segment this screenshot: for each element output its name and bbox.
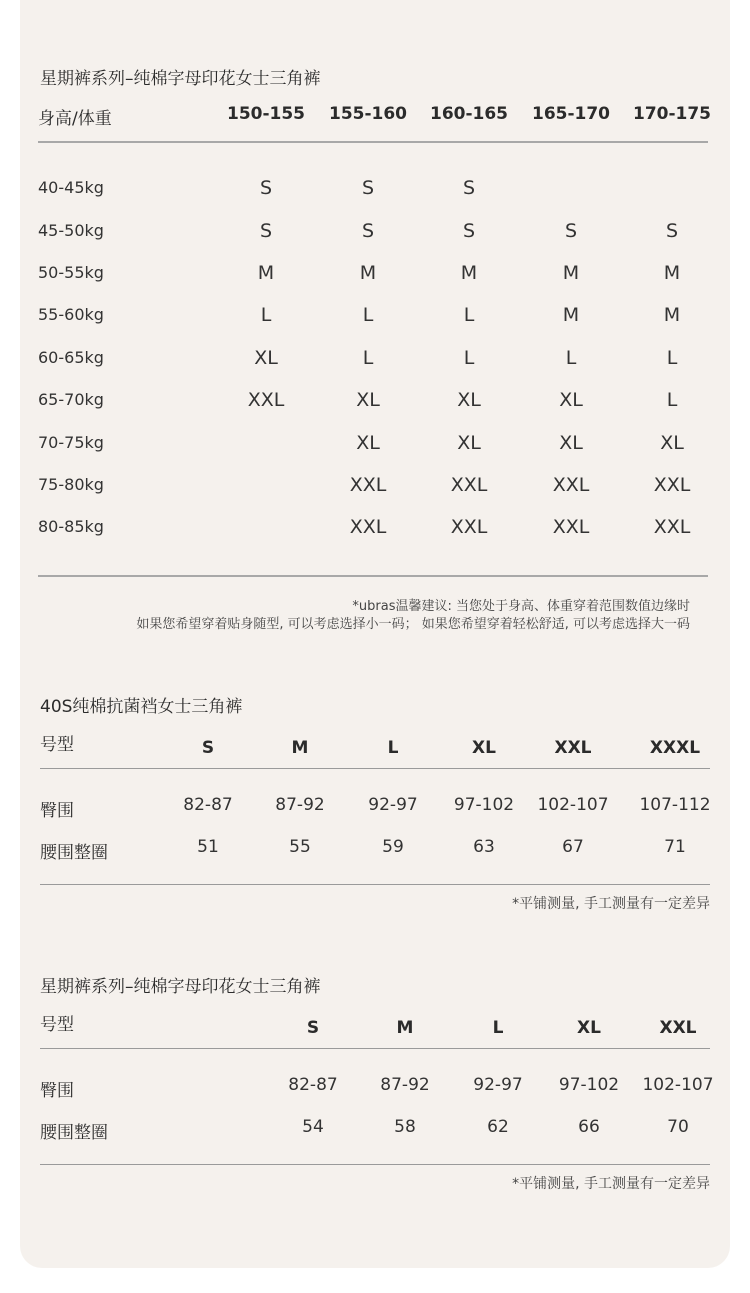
section2-col-header: L (387, 738, 399, 758)
section3-table-cell: 87-92 (380, 1075, 430, 1095)
section1-row-label: 75-80kg (38, 475, 104, 494)
section3-row-label: 腰围整圈 (40, 1123, 108, 1143)
section2-table-cell: 55 (289, 837, 311, 857)
section2-table-cell: 71 (664, 837, 686, 857)
section2-title: 40S纯棉抗菌裆女士三角裤 (40, 697, 243, 717)
section1-note-line2: 如果您希望穿着贴身随型, 可以考虑选择小一码； 如果您希望穿着轻松舒适, 可以考虑选择大一码 (136, 617, 690, 632)
section3-table-cell: 66 (578, 1117, 600, 1137)
section1-col-header: 150-155 (226, 104, 306, 124)
section1-table-cell: XL (254, 347, 278, 369)
section3-table-cell: 82-87 (288, 1075, 338, 1095)
section3-col-header: XXL (659, 1018, 697, 1038)
section3-col-header: S (306, 1018, 320, 1038)
section1-row-label: 55-60kg (38, 305, 104, 324)
section1-table-cell: S (361, 220, 375, 242)
section1-row-label: 50-55kg (38, 263, 104, 282)
section1-header-divider (38, 141, 708, 143)
section3-table-cell: 54 (302, 1117, 324, 1137)
section1-table-cell: M (562, 304, 580, 326)
section2-note: *平铺测量, 手工测量有一定差异 (512, 896, 710, 912)
section1-table-cell: XXL (653, 474, 691, 496)
section2-header-divider (40, 768, 710, 769)
section1-table-cell: L (260, 304, 272, 326)
section1-table-cell: M (663, 262, 681, 284)
section1-table-cell: S (462, 177, 476, 199)
section1-col-header: 155-160 (328, 104, 408, 124)
section2-table-cell: 63 (473, 837, 495, 857)
section1-table-cell: M (257, 262, 275, 284)
section1-table-cell: XXL (450, 516, 488, 538)
section3-table-cell: 62 (487, 1117, 509, 1137)
section1-footer-divider (38, 575, 708, 577)
section2-table-cell: 67 (562, 837, 584, 857)
section1-table-cell: M (663, 304, 681, 326)
section1-row-label: 70-75kg (38, 433, 104, 452)
section2-table-cell: 102-107 (537, 795, 609, 815)
section1-table-cell: M (460, 262, 478, 284)
section3-corner-label: 号型 (40, 1015, 74, 1035)
section1-table-cell: S (259, 177, 273, 199)
section2-table-cell: 92-97 (368, 795, 418, 815)
section1-table-cell: L (666, 389, 678, 411)
section1-table-cell: S (361, 177, 375, 199)
section2-col-header: M (291, 738, 309, 758)
section1-table-cell: XL (559, 389, 583, 411)
section1-table-cell: S (665, 220, 679, 242)
section3-table-cell: 58 (394, 1117, 416, 1137)
section3-col-header: L (492, 1018, 504, 1038)
section1-table-cell: L (463, 347, 475, 369)
section3-table-cell: 97-102 (558, 1075, 620, 1095)
section2-col-header: XXXL (649, 738, 701, 758)
section1-table-cell: XL (660, 432, 684, 454)
section1-col-header: 165-170 (531, 104, 611, 124)
section1-row-label: 65-70kg (38, 390, 104, 409)
section2-row-label: 腰围整圈 (40, 843, 108, 863)
section1-table-cell: XL (356, 389, 380, 411)
section1-col-header: 170-175 (632, 104, 712, 124)
section3-note: *平铺测量, 手工测量有一定差异 (512, 1176, 710, 1192)
section1-row-label: 80-85kg (38, 517, 104, 536)
section2-footer-divider (40, 884, 710, 885)
section2-table-cell: 82-87 (183, 795, 233, 815)
section1-row-label: 45-50kg (38, 221, 104, 240)
section3-table-cell: 92-97 (473, 1075, 523, 1095)
section1-table-cell: XL (356, 432, 380, 454)
section1-row-label: 60-65kg (38, 348, 104, 367)
section1-row-label: 40-45kg (38, 178, 104, 197)
section2-table-cell: 97-102 (453, 795, 515, 815)
section1-table-cell: XXL (247, 389, 285, 411)
section1-table-cell: XXL (349, 474, 387, 496)
section1-table-cell: L (666, 347, 678, 369)
section1-table-cell: L (362, 304, 374, 326)
section2-table-cell: 51 (197, 837, 219, 857)
section2-row-label: 臀围 (40, 801, 74, 821)
section3-col-header: XL (577, 1018, 601, 1038)
section2-corner-label: 号型 (40, 735, 74, 755)
section1-title: 星期裤系列–纯棉字母印花女士三角裤 (40, 69, 321, 89)
section1-table-cell: L (362, 347, 374, 369)
section1-table-cell: XL (457, 389, 481, 411)
section3-col-header: M (396, 1018, 414, 1038)
section1-table-cell: M (359, 262, 377, 284)
section1-table-cell: M (562, 262, 580, 284)
section2-col-header: S (201, 738, 215, 758)
section1-table-cell: XL (559, 432, 583, 454)
section2-table-cell: 59 (382, 837, 404, 857)
section3-footer-divider (40, 1164, 710, 1165)
section1-table-cell: XXL (450, 474, 488, 496)
section1-table-cell: L (565, 347, 577, 369)
section1-table-cell: XL (457, 432, 481, 454)
section1-table-cell: XXL (653, 516, 691, 538)
section1-corner-label: 身高/体重 (38, 109, 112, 129)
section1-table-cell: XXL (552, 474, 590, 496)
section2-table-cell: 87-92 (275, 795, 325, 815)
section1-table-cell: S (259, 220, 273, 242)
section2-col-header: XL (472, 738, 496, 758)
section3-table-cell: 70 (667, 1117, 689, 1137)
section3-table-cell: 102-107 (642, 1075, 714, 1095)
section3-row-label: 臀围 (40, 1081, 74, 1101)
section1-note-line1: *ubras温馨建议: 当您处于身高、体重穿着范围数值边缘时 (352, 599, 690, 614)
section1-col-header: 160-165 (429, 104, 509, 124)
section3-header-divider (40, 1048, 710, 1049)
section1-table-cell: S (564, 220, 578, 242)
section2-table-cell: 107-112 (639, 795, 711, 815)
section1-table-cell: S (462, 220, 476, 242)
section1-table-cell: L (463, 304, 475, 326)
section3-title: 星期裤系列–纯棉字母印花女士三角裤 (40, 977, 321, 997)
section1-table-cell: XXL (552, 516, 590, 538)
section1-table-cell: XXL (349, 516, 387, 538)
section2-col-header: XXL (554, 738, 592, 758)
